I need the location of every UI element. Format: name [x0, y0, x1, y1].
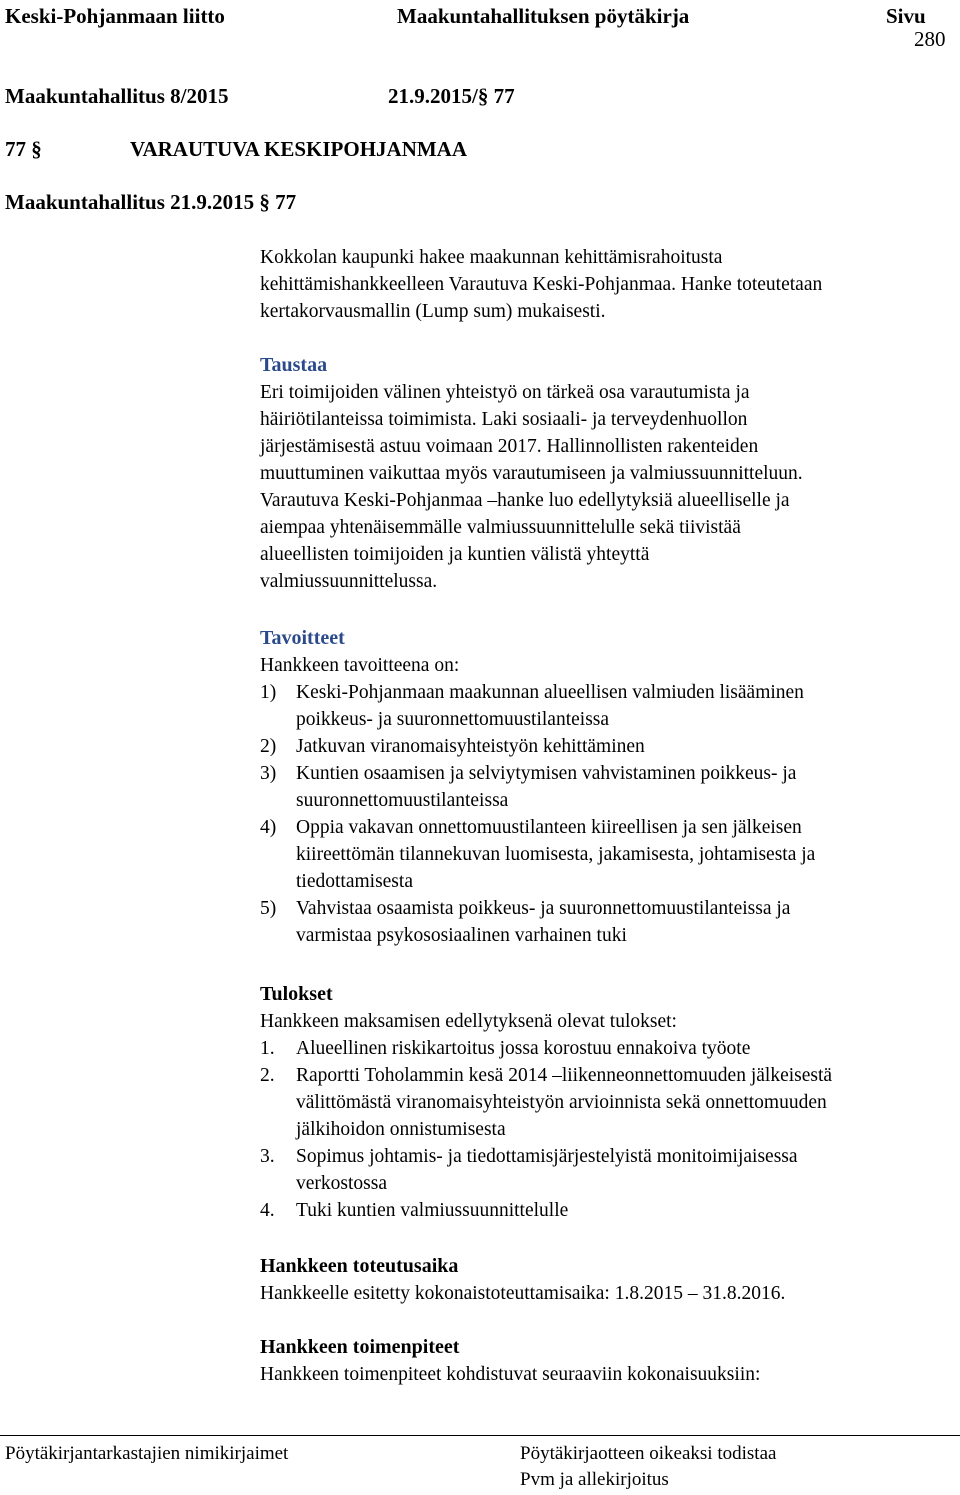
background-section	[260, 352, 960, 595]
results-intro: Hankkeen maksamisen edellytyksenä olevat tulokset:	[260, 1011, 677, 1032]
goals-heading: Tavoitteet	[260, 627, 345, 649]
goal-item	[260, 814, 960, 895]
text-line: Keski-Pohjanmaan maakunnan alueellisen valmiuden lisääminen	[296, 682, 804, 703]
measures-section	[260, 1334, 960, 1388]
section-title: VARAUTUVA KESKIPOHJANMAA	[130, 137, 468, 161]
results-heading: Tulokset	[260, 983, 333, 1005]
text-line: verkostossa	[296, 1173, 387, 1194]
goal-item	[260, 760, 960, 814]
text-line: Tuki kuntien valmiussuunnittelulle	[296, 1200, 569, 1221]
text-line: jälkihoidon onnistumisesta	[296, 1119, 506, 1140]
goal-item	[260, 733, 960, 760]
text-line: alueellisten toimijoiden ja kuntien välistä yhteyttä	[260, 544, 650, 565]
result-item	[260, 1143, 960, 1197]
text-line: poikkeus- ja suuronnettomuustilanteissa	[296, 709, 610, 730]
footer-right-line2: Pvm ja allekirjoitus	[520, 1469, 669, 1490]
text-line: Alueellinen riskikartoitus jossa korostuu ennakoiva työote	[296, 1038, 751, 1059]
text-line: Eri toimijoiden välinen yhteistyö on tärkeä osa varautumista ja	[260, 382, 750, 403]
text-line: häiriötilanteissa toimimista. Laki sosiaali- ja terveydenhuollon	[260, 409, 748, 430]
text-line: Sopimus johtamis- ja tiedottamisjärjestelyistä monitoimijaisessa	[296, 1146, 798, 1167]
text-line: Vahvistaa osaamista poikkeus- ja suuronnettomuustilanteissa ja	[296, 898, 791, 919]
schedule-section	[260, 1253, 960, 1307]
meeting-date-section: 21.9.2015/§ 77	[388, 84, 515, 108]
text-line: Oppia vakavan onnettomuustilanteen kiireellisen ja sen jälkeisen	[296, 817, 802, 838]
schedule-heading: Hankkeen toteutusaika	[260, 1255, 459, 1277]
section-number: 77 §	[5, 137, 42, 161]
text-line: suuronnettomuustilanteissa	[296, 790, 509, 811]
goal-item	[260, 895, 960, 949]
text-line: kehittämishankkeelleen Varautuva Keski-Pohjanmaa. Hanke toteutetaan	[260, 274, 823, 295]
goal-number: 1)	[260, 682, 277, 703]
schedule-text: Hankkeelle esitetty kokonaistoteuttamisaika: 1.8.2015 – 31.8.2016.	[260, 1283, 786, 1304]
header-page-number: 280	[914, 27, 946, 51]
result-number: 4.	[260, 1200, 275, 1221]
text-line: aiempaa yhtenäisemmälle valmiussuunnittelulle sekä tiivistää	[260, 517, 741, 538]
footer-right-line1: Pöytäkirjaotteen oikeaksi todistaa	[520, 1443, 777, 1464]
text-line: valmiussuunnittelussa.	[260, 571, 438, 592]
result-number: 1.	[260, 1038, 275, 1059]
result-number: 3.	[260, 1146, 275, 1167]
goals-section	[260, 625, 960, 949]
text-line: tiedottamisesta	[296, 871, 413, 892]
goals-intro: Hankkeen tavoitteena on:	[260, 655, 460, 676]
footer-left: Pöytäkirjantarkastajien nimikirjaimet	[5, 1443, 289, 1464]
text-line: Varautuva Keski-Pohjanmaa –hanke luo edellytyksiä alueelliselle ja	[260, 490, 790, 511]
header-doc-title: Maakuntahallituksen pöytäkirja	[397, 4, 690, 28]
text-line: varmistaa psykososiaalinen varhainen tuki	[296, 925, 627, 946]
goal-item	[260, 679, 960, 733]
result-item	[260, 1197, 960, 1224]
meeting-board-session: Maakuntahallitus 8/2015	[5, 84, 229, 108]
text-line: kertakorvausmallin (Lump sum) mukaisesti.	[260, 301, 606, 322]
text-line: muuttuminen vaikuttaa myös varautumiseen ja valmiussuunnitteluun.	[260, 463, 803, 484]
goal-number: 2)	[260, 736, 277, 757]
measures-heading: Hankkeen toimenpiteet	[260, 1336, 460, 1358]
text-line: välittömästä viranomaisyhteistyön arvioinnista sekä onnettomuuden	[296, 1092, 827, 1113]
goal-number: 5)	[260, 898, 277, 919]
results-list	[260, 1035, 960, 1224]
goal-number: 3)	[260, 763, 277, 784]
measures-text: Hankkeen toimenpiteet kohdistuvat seuraaviin kokonaisuuksiin:	[260, 1364, 761, 1385]
goals-list	[260, 679, 960, 949]
goal-number: 4)	[260, 817, 277, 838]
results-section	[260, 981, 960, 1224]
intro-paragraph	[260, 244, 960, 325]
result-item	[260, 1062, 960, 1143]
background-heading: Taustaa	[260, 354, 328, 376]
result-item	[260, 1035, 960, 1062]
text-line: Raportti Toholammin kesä 2014 –liikenneonnettomuuden jälkeisestä	[296, 1065, 833, 1086]
header-org: Keski-Pohjanmaan liitto	[5, 4, 225, 28]
result-number: 2.	[260, 1065, 275, 1086]
text-line: Jatkuvan viranomaisyhteistyön kehittäminen	[296, 736, 645, 757]
text-line: Kokkolan kaupunki hakee maakunnan kehittämisrahoitusta	[260, 247, 723, 268]
text-line: kiireettömän tilannekuvan luomisesta, jakamisesta, johtamisesta ja	[296, 844, 816, 865]
text-line: järjestämisestä astuu voimaan 2017. Hallinnollisten rakenteiden	[260, 436, 759, 457]
text-line: Kuntien osaamisen ja selviytymisen vahvistaminen poikkeus- ja	[296, 763, 797, 784]
header-page-label: Sivu	[886, 4, 926, 28]
entry-label: Maakuntahallitus 21.9.2015 § 77	[5, 190, 297, 214]
footer-divider	[0, 1435, 960, 1436]
